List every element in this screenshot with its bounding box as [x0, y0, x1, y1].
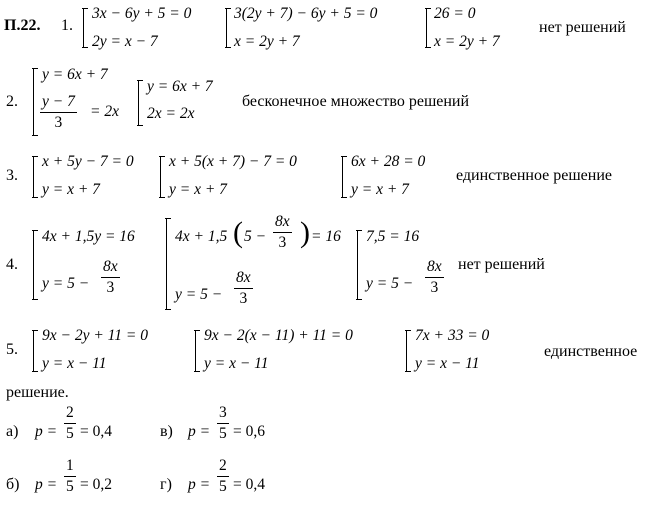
equation: 3(2y + 7) − 6y + 5 = 0: [234, 5, 378, 22]
system-brace: [166, 218, 167, 310]
result-text: бесконечное множество решений: [242, 93, 470, 110]
equation: x + 5(x + 7) − 7 = 0: [169, 153, 297, 170]
equation: = 0,2: [80, 476, 112, 493]
result-text: нет решений: [458, 256, 545, 273]
equation: x + 5y − 7 = 0: [42, 153, 134, 170]
item-label-3: 3.: [6, 167, 18, 184]
answer-label-v: в): [160, 423, 173, 440]
fraction: 2 5: [219, 457, 227, 495]
equation: = 0,6: [233, 423, 265, 440]
equation: 3x − 6y + 5 = 0: [92, 5, 192, 22]
equation: y = x − 11: [42, 355, 107, 372]
result-text-continued: решение.: [6, 384, 69, 401]
answer-label-g: г): [160, 476, 172, 493]
result-text: единственное решение: [456, 167, 612, 184]
equation: y = x + 7: [42, 181, 100, 198]
system-brace: [406, 330, 407, 372]
equation: y = x + 7: [169, 181, 227, 198]
equation: p =: [35, 423, 58, 440]
equation: y = 6x + 7: [42, 66, 108, 83]
problem-number: П.22.: [4, 17, 41, 34]
equation: 26 = 0: [434, 5, 476, 22]
paren-open: (: [233, 216, 243, 249]
system-brace: [83, 8, 84, 48]
item-label-1: 1.: [61, 17, 73, 34]
equation: y = x + 7: [351, 181, 409, 198]
item-label-4: 4.: [6, 256, 18, 273]
result-text: нет решений: [539, 19, 626, 36]
equation: 6x + 28 = 0: [351, 153, 426, 170]
equation: y = 5 −: [175, 286, 223, 303]
system-brace: [195, 330, 196, 372]
answer-label-b: б): [6, 476, 20, 493]
equation: p =: [188, 423, 211, 440]
system-brace: [342, 156, 343, 198]
system-brace: [33, 156, 34, 198]
fraction: 8x 3: [236, 269, 251, 307]
equation: y = x − 11: [204, 355, 269, 372]
system-brace: [33, 230, 34, 300]
equation: 4x + 1,5y = 16: [42, 228, 135, 245]
system-brace: [226, 8, 227, 48]
equation: y = 5 −: [42, 275, 90, 292]
equation: = 0,4: [233, 476, 265, 493]
equation: = 16: [311, 228, 341, 245]
system-brace: [138, 80, 139, 126]
fraction: 3 5: [219, 404, 227, 442]
equation: 2x = 2x: [147, 105, 195, 122]
fraction: 8x 3: [275, 213, 290, 251]
equation: 9x − 2(x − 11) + 11 = 0: [204, 327, 353, 344]
equation: 5 −: [244, 228, 267, 245]
equation: y = x − 11: [415, 355, 480, 372]
paren-close: ): [300, 216, 310, 249]
system-brace: [160, 156, 161, 198]
system-brace: [33, 330, 34, 372]
fraction: y − 7 3: [42, 93, 75, 131]
equation: x = 2y + 7: [434, 33, 500, 50]
equation: y = 5 −: [366, 275, 414, 292]
equation: = 2x: [90, 103, 119, 120]
system-brace: [357, 230, 358, 300]
equation: 2y = x − 7: [92, 33, 158, 50]
system-brace: [426, 8, 427, 48]
fraction: 8x 3: [103, 258, 118, 296]
answer-label-a: а): [6, 423, 19, 440]
fraction: 2 5: [66, 404, 74, 442]
equation: y = 6x + 7: [147, 78, 213, 95]
item-label-5: 5.: [6, 341, 18, 358]
fraction: 8x 3: [427, 258, 442, 296]
equation: = 0,4: [80, 423, 112, 440]
fraction: 1 5: [66, 457, 74, 495]
equation: p =: [35, 476, 58, 493]
system-brace: [33, 68, 34, 136]
equation: 7,5 = 16: [366, 228, 420, 245]
equation: 4x + 1,5: [175, 228, 228, 245]
equation: 9x − 2y + 11 = 0: [42, 327, 148, 344]
result-text: единственное: [544, 343, 638, 360]
equation: x = 2y + 7: [234, 33, 300, 50]
equation: 7x + 33 = 0: [415, 327, 490, 344]
item-label-2: 2.: [6, 93, 18, 110]
equation: p =: [188, 476, 211, 493]
